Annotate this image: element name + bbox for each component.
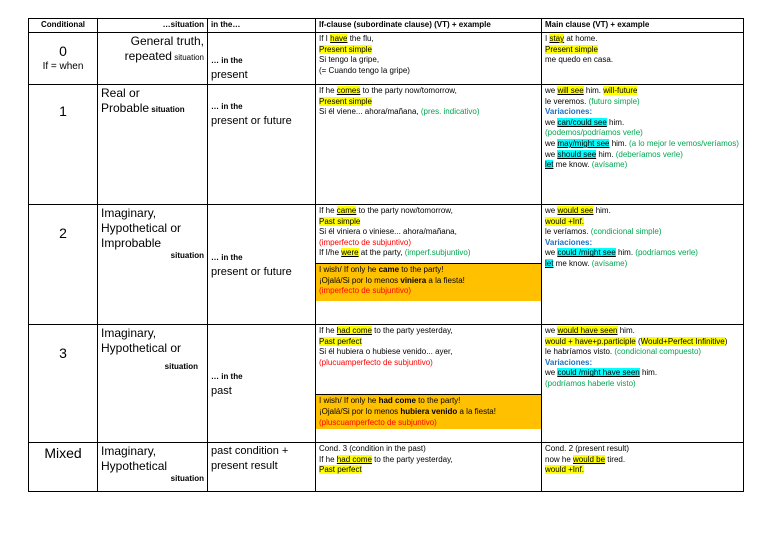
text-span: … in the [211, 252, 243, 262]
if-clause-cell [316, 85, 542, 205]
in-the-cell [208, 85, 316, 205]
text-span: ¡Ojalá/Si por lo menos [319, 275, 401, 285]
text-span: le veremos. [545, 96, 589, 106]
text-span: him. [639, 368, 658, 378]
text-span: Hypothetical or [101, 341, 182, 355]
text-span: le habríamos visto. [545, 347, 615, 357]
text-span: to the party yesterday, [371, 454, 453, 464]
text-span: we [545, 248, 558, 258]
text-span: present or future [211, 265, 292, 278]
in-the-cell [208, 205, 316, 325]
text-span: came [336, 206, 357, 215]
text-span: had come [378, 396, 416, 406]
text-span: were [341, 248, 359, 258]
text-span: to the party! [415, 396, 461, 406]
text-span: (plucuamperfecto de subjuntivo) [319, 357, 433, 367]
text-span: Si él viene... ahora/mañana, [319, 107, 421, 117]
conditional-number [29, 33, 98, 85]
text-span: had come [336, 326, 372, 335]
in-the-cell [208, 443, 316, 492]
text-span: stay [549, 34, 565, 43]
conditionals-table [28, 18, 744, 492]
text-span: a la fiesta! [426, 275, 465, 285]
text-span: hubiera venido [400, 406, 458, 416]
text-span: Hypothetical or [101, 221, 182, 235]
text-span: If-clause (subordinate clause) (VT) + example [319, 20, 491, 29]
text-span: Variaciones: [545, 107, 593, 117]
text-span: ) [724, 336, 728, 346]
text-span: … in the [211, 56, 243, 65]
text-span: If he [319, 454, 337, 464]
in-the-cell [208, 325, 316, 443]
text-span: we [545, 326, 558, 335]
text-span: (avísame) [591, 258, 628, 268]
text-span: situation [164, 362, 198, 371]
text-span: Si él hubiera o hubiese venido... ayer, [319, 347, 453, 357]
conditional-number [29, 443, 98, 492]
situation-cell [98, 205, 208, 325]
text-span: situation [149, 105, 185, 114]
text-span: let [545, 258, 554, 268]
text-span: Probable [101, 101, 150, 115]
text-span: Cond. 2 (present result) [545, 444, 630, 453]
text-span: If I [319, 34, 331, 43]
text-span: If I/he [319, 248, 342, 258]
text-span: Imaginary, [101, 206, 157, 220]
text-span: let [545, 160, 554, 170]
text-span: to the party! [399, 264, 444, 274]
text-span: (pluscuamperfecto de subjuntivo) [319, 417, 437, 427]
conditional-number [29, 85, 98, 205]
situation-cell [98, 443, 208, 492]
text-span: would +Inf. [545, 465, 584, 475]
text-span: situation [170, 251, 204, 260]
text-span: Hypothetical [101, 459, 168, 473]
header-if-clause [316, 19, 542, 33]
text-span: Variaciones: [545, 357, 593, 367]
text-span: ¡Ojalá/Si por lo menos [319, 406, 401, 416]
text-span: ( [635, 336, 641, 346]
text-span: Would+Perfect Infinitive [640, 336, 725, 346]
text-span: Present simple [319, 44, 372, 54]
text-span: If he [319, 326, 337, 335]
if-clause-cell [316, 205, 542, 325]
if-clause-cell [316, 325, 542, 443]
text-span: past condition + [211, 445, 289, 457]
conditional-sub: If = when [42, 60, 84, 72]
text-span: him. [606, 117, 625, 127]
text-span: (condicional simple) [590, 227, 662, 237]
header-in-the: in the… [208, 19, 316, 33]
text-span: to the party yesterday, [371, 326, 453, 335]
text-span: 1 [59, 103, 67, 119]
text-span: him. [583, 86, 604, 95]
text-span: comes [336, 86, 361, 95]
text-span: General truth, [130, 34, 204, 48]
text-span: (deberíamos verle) [615, 149, 683, 159]
text-span: we [545, 149, 558, 159]
text-span: Present simple [545, 44, 598, 54]
text-span: Si él viniera o viniese... ahora/mañana, [319, 227, 457, 237]
main-clause-cell [542, 85, 744, 205]
text-span: present [211, 69, 248, 81]
text-span: situation [171, 53, 204, 62]
text-span: may/might see [557, 138, 610, 148]
text-span: the flu, [347, 34, 374, 43]
text-span: would + have+p.participle [545, 336, 636, 346]
text-span: me know. [553, 160, 592, 170]
conditional-number [29, 325, 98, 443]
text-span: would be [573, 454, 606, 464]
text-span: present or future [211, 115, 292, 127]
header-conditional: Conditional [29, 19, 98, 33]
wish-box [316, 263, 541, 301]
text-span: … in the [211, 102, 243, 111]
row-first-conditional [29, 85, 744, 205]
text-span: we [545, 206, 558, 215]
if-clause-cell [316, 33, 542, 85]
text-span: I wish/ If only he [319, 396, 379, 406]
text-span: had come [336, 454, 372, 464]
text-span: him. [593, 206, 611, 215]
text-span: (futuro simple) [588, 96, 640, 106]
situation-cell [98, 325, 208, 443]
conditional-number [29, 205, 98, 325]
text-span: (avísame) [591, 160, 628, 170]
text-span: now he [545, 454, 574, 464]
text-span: (= Cuando tengo la gripe) [319, 65, 410, 75]
text-span: le veríamos. [545, 227, 591, 237]
text-span: viniera [400, 275, 427, 285]
text-span: present result [211, 460, 278, 472]
text-span: we [545, 117, 558, 127]
text-span: at the party, [358, 248, 405, 258]
text-span: me know. [553, 258, 592, 268]
text-span: we [545, 86, 558, 95]
text-span: 2 [59, 225, 67, 241]
text-span: could /might have seen [557, 368, 640, 378]
text-span: Improbable [101, 236, 162, 250]
text-span: 3 [59, 345, 67, 361]
text-span: Real or [101, 86, 140, 100]
main-clause-cell [542, 325, 744, 443]
text-span: If he [319, 206, 337, 215]
text-span: him. [609, 138, 630, 148]
text-span: (a lo mejor le vemos/veríamos) [629, 138, 739, 148]
text-span: Imaginary, [101, 444, 157, 458]
text-span: (podríamos verle) [635, 248, 698, 258]
text-span: Present simple [319, 96, 372, 106]
text-span: him. [596, 149, 616, 159]
text-span: Cond. 3 (condition in the past) [319, 444, 426, 453]
header-situation: …situation [98, 19, 208, 33]
text-span: repeated [124, 49, 172, 63]
if-clause-cell [316, 443, 542, 492]
text-span: to the party now/tomorrow, [360, 86, 457, 95]
text-span: (podemos/podríamos verle) [545, 128, 643, 138]
row-mixed-conditional [29, 443, 744, 492]
text-span: will-future [603, 86, 638, 95]
wish-box [316, 394, 541, 429]
text-span: 0 [59, 42, 67, 59]
text-span: Imaginary, [101, 326, 157, 340]
text-span: will see [557, 86, 584, 95]
text-span: (podríamos haberle visto) [545, 378, 636, 388]
text-span: situation [170, 474, 204, 483]
row-second-conditional [29, 205, 744, 325]
situation-cell [98, 85, 208, 205]
text-span: we [545, 368, 558, 378]
text-span: at home. [564, 34, 598, 43]
row-zero-conditional [29, 33, 744, 85]
text-span: (imperfecto de subjuntivo) [319, 237, 412, 247]
main-clause-cell [542, 33, 744, 85]
text-span: (condicional compuesto) [614, 347, 702, 357]
text-span: If he [319, 86, 337, 95]
text-span: would see [557, 206, 594, 215]
main-clause-cell [542, 205, 744, 325]
text-span: him. [615, 248, 636, 258]
text-span: me quedo en casa. [545, 55, 614, 65]
text-span: (imperfecto de subjuntivo) [319, 286, 412, 296]
text-span: should see [557, 149, 597, 159]
text-span: to the party now/tomorrow, [356, 206, 453, 215]
text-span: Variaciones: [545, 237, 593, 247]
text-span: (pres. indicativo) [420, 107, 480, 117]
text-span: … in the [211, 371, 243, 381]
text-span: Past perfect [319, 336, 362, 346]
in-the-cell [208, 33, 316, 85]
text-span: Si tengo la gripe, [319, 55, 380, 65]
text-span: him. [617, 326, 635, 335]
text-span: Past simple [319, 216, 361, 226]
header-main-clause: Main clause (VT) + example [542, 19, 744, 33]
text-span: would +Inf. [545, 216, 584, 226]
text-span: I [545, 34, 550, 43]
row-third-conditional [29, 325, 744, 443]
text-span: could /might see [557, 248, 616, 258]
situation-cell [98, 33, 208, 85]
text-span: can/could see [557, 117, 607, 127]
header-row [29, 19, 744, 33]
text-span: (imperf.subjuntivo) [404, 248, 471, 258]
text-span: we [545, 138, 558, 148]
text-span: a la fiesta! [457, 406, 496, 416]
text-span: Past perfect [319, 465, 362, 475]
text-span: Mixed [44, 445, 82, 461]
text-span: past [211, 384, 232, 397]
text-span: I wish/ If only he [319, 264, 379, 274]
text-span: would have seen [557, 326, 618, 335]
text-span: have [330, 34, 348, 43]
text-span: came [378, 264, 400, 274]
main-clause-cell [542, 443, 744, 492]
text-span: tired. [605, 454, 626, 464]
